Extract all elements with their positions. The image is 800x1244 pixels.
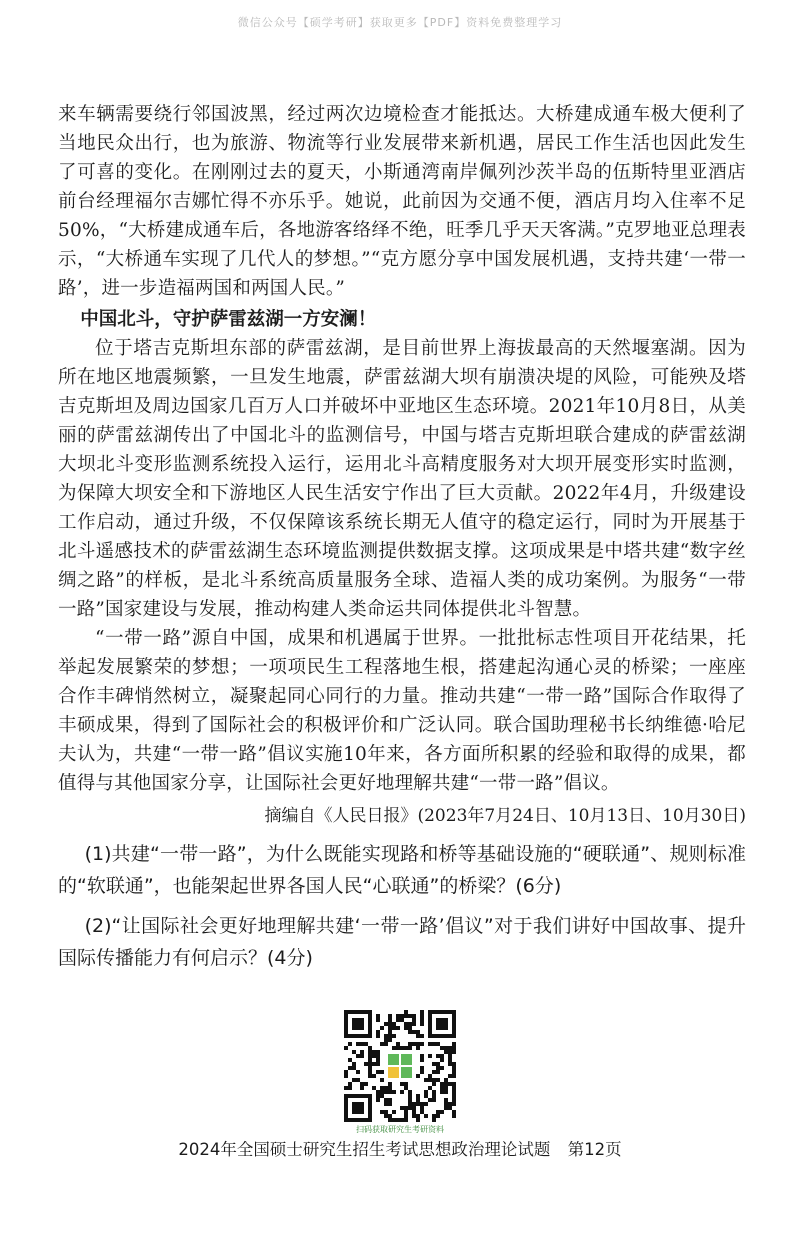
paragraph-bridge: 来车辆需要绕行邻国波黑，经过两次边境检查才能抵达。大桥建成通车极大便利了当地民众出行，也为旅游、物流等行业发展带来新机遇，居民工作生活也因此发生了可喜的变化。在刚刚过去的夏天，小斯通湾南岸佩列沙茨半岛的伍斯特里亚酒店前台经理福尔吉娜忙得不亦乐乎。她说，此前因为交通不便，酒店月均入住率不足50%，“大桥建成通车后，各地游客络绎不绝，旺季几乎天天客满。”克罗地亚总理表示，“大桥通车实现了几代人的梦想。”“克方愿分享中国发展机遇，支持共建‘一带一路’，进一步造福两国和两国人民。” (58, 104, 746, 299)
document-body (58, 100, 746, 974)
question-1: (1)共建“一带一路”，为什么既能实现路和桥等基础设施的“硬联通”、规则标准的“软联通”，也能架起世界各国人民“心联通”的桥梁？(6分) (58, 843, 746, 897)
section-heading: 中国北斗，守护萨雷兹湖一方安澜！ (80, 309, 377, 330)
paragraph-belt-road: “一带一路”源自中国，成果和机遇属于世界。一批批标志性项目开花结果，托举起发展繁荣的梦想；一项项民生工程落地生根，搭建起沟通心灵的桥梁；一座座合作丰碑悄然树立，凝聚起同心同行的力量。推动共建“一带一路”国际合作取得了丰硕成果，得到了国际社会的积极评价和广泛认同。联合国助理秘书长纳维德·哈尼夫认为，共建“一带一路”倡议实施10年来，各方面所积累的经验和取得的成果，都值得与其他国家分享，让国际社会更好地理解共建“一带一路”倡议。 (58, 628, 746, 794)
source-citation: 摘编自《人民日报》(2023年7月24日、10月13日、10月30日) (264, 806, 746, 826)
qr-caption: 扫码获取研究生考研资料 (356, 1125, 444, 1134)
page-number: 第12页 (567, 1140, 622, 1159)
paragraph-sarez-lake: 位于塔吉克斯坦东部的萨雷兹湖，是目前世界上海拔最高的天然堰塞湖。因为所在地区地震频繁，一旦发生地震，萨雷兹湖大坝有崩溃决堤的风险，可能殃及塔吉克斯坦及周边国家几百万人口并破坏中亚地区生态环境。2021年10月8日，从美丽的萨雷兹湖传出了中国北斗的监测信号，中国与塔吉克斯坦联合建成的萨雷兹湖大坝北斗变形监测系统投入运行，运用北斗高精度服务对大坝开展变形实时监测，为保障大坝安全和下游地区人民生活安宁作出了巨大贡献。2022年4月，升级建设工作启动，通过升级，不仅保障该系统长期无人值守的稳定运行，同时为开展基于北斗遥感技术的萨雷兹湖生态环境监测提供数据支撑。这项成果是中塔共建“数字丝绸之路”的样板，是北斗系统高质量服务全球、造福人类的成功案例。为服务“一带一路”国家建设与发展，推动构建人类命运共同体提供北斗智慧。 (58, 338, 746, 620)
question-2: (2)“让国际社会更好地理解共建‘一带一路’倡议”对于我们讲好中国故事、提升国际传播能力有何启示？(4分) (58, 915, 746, 969)
qr-code-block (344, 1010, 456, 1135)
header-watermark: 微信公众号【硕学考研】获取更多【PDF】资料免费整理学习 (237, 16, 563, 29)
page-footer (0, 1136, 800, 1160)
footer-title: 2024年全国硕士研究生招生考试思想政治理论试题 (178, 1140, 551, 1159)
qr-code-icon (344, 1010, 456, 1122)
